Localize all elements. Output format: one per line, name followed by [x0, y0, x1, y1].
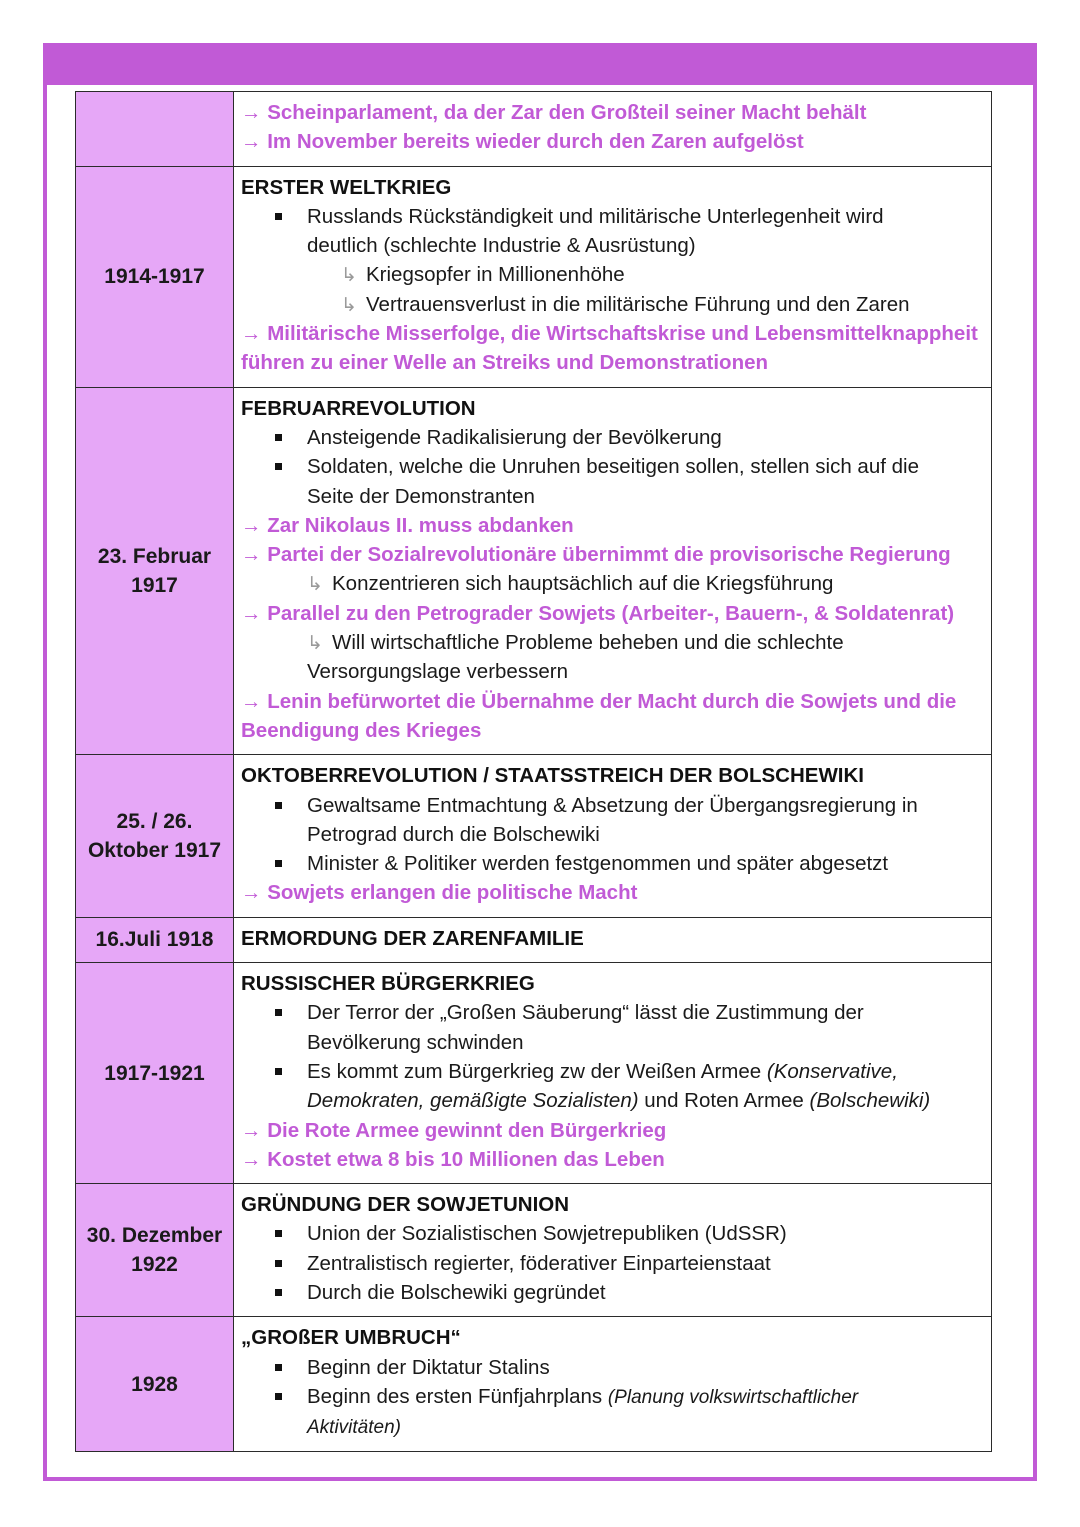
- square-bullet-icon: [275, 1009, 282, 1016]
- event-cell: [234, 166, 992, 387]
- highlight-line: [241, 878, 983, 907]
- italic-text: (Bolschewiki): [809, 1089, 931, 1113]
- sub-text: Will wirtschaftliche Probleme beheben und die schlechte: [332, 631, 844, 655]
- line-text: Bevölkerung schwinden: [307, 1030, 524, 1054]
- bullet-text: Soldaten, welche die Unruhen beseitigen sollen, stellen sich auf die: [307, 455, 919, 479]
- date-cell: [76, 755, 234, 917]
- sub-text: Konzentrieren sich hauptsächlich auf die Kriegsführung: [332, 572, 834, 596]
- bullet-item: [241, 202, 983, 231]
- date-label: 1928: [131, 1372, 178, 1396]
- date-cell: [76, 387, 234, 755]
- square-bullet-icon: [275, 802, 282, 809]
- date-cell: [76, 1184, 234, 1317]
- date-label: 1917-1921: [104, 1061, 205, 1085]
- highlight-line: [241, 716, 983, 745]
- highlight-text: → Parallel zu den Petrograder Sowjets (Arbeiter-, Bauern-, & Soldatenrat): [241, 601, 955, 625]
- bullet-text: Durch die Bolschewiki gegründet: [307, 1280, 606, 1304]
- event-cell: [234, 917, 992, 962]
- line-text: Versorgungslage verbessern: [307, 660, 568, 684]
- event-cell: [234, 92, 992, 167]
- line-text: Seite der Demonstranten: [307, 484, 535, 508]
- highlight-text: → Sowjets erlangen die politische Macht: [241, 881, 638, 905]
- continuation-line: [241, 231, 983, 260]
- bullet-item: [241, 1382, 983, 1412]
- event-heading: ERMORDUNG DER ZARENFAMILIE: [241, 926, 584, 950]
- bullet-item: [241, 1219, 983, 1248]
- event-heading: OKTOBERREVOLUTION / STAATSSTREICH DER BOLSCHEWIKI: [241, 764, 864, 788]
- date-label: 16.Juli 1918: [95, 928, 214, 952]
- event-cell: [234, 755, 992, 917]
- date-cell: [76, 92, 234, 167]
- bullet-item: [241, 791, 983, 820]
- highlight-text: → Die Rote Armee gewinnt den Bürgerkrieg: [241, 1118, 667, 1142]
- bullet-text: Der Terror der „Großen Säuberung“ lässt die Zustimmung der: [307, 1001, 864, 1025]
- highlight-line: [241, 127, 983, 156]
- bullet-text: Ansteigende Radikalisierung der Bevölkerung: [307, 425, 722, 449]
- date-line: 23. Februar: [97, 544, 212, 568]
- square-bullet-icon: [275, 213, 282, 220]
- bullet-item: [241, 1278, 983, 1307]
- event-heading: RUSSISCHER BÜRGERKRIEG: [241, 972, 535, 996]
- highlight-line: [241, 348, 983, 377]
- timeline-table: [75, 91, 992, 1452]
- sub-item: [241, 290, 983, 319]
- highlight-text: → Im November bereits wieder durch den Zaren aufgelöst: [241, 130, 804, 154]
- highlight-line: [241, 599, 983, 628]
- highlight-text: → Scheinparlament, da der Zar den Großteil seiner Macht behält: [241, 101, 867, 124]
- date-cell: [76, 917, 234, 962]
- line-text: Petrograd durch die Bolschewiki: [307, 822, 600, 846]
- highlight-line: [241, 98, 983, 127]
- highlight-line: [241, 687, 983, 716]
- event-heading: ERSTER WELTKRIEG: [241, 175, 452, 199]
- bullet-text: Gewaltsame Entmachtung & Absetzung der Übergangsregierung in: [307, 793, 918, 817]
- bullet-item: [241, 1353, 983, 1382]
- highlight-line: [241, 1145, 983, 1174]
- highlight-line: [241, 1116, 983, 1145]
- continuation-line: [241, 482, 983, 511]
- sub-item: [241, 260, 983, 289]
- highlight-text: → Zar Nikolaus II. muss abdanken: [241, 513, 574, 537]
- date-cell: [76, 166, 234, 387]
- sub-item: [241, 569, 983, 598]
- date-line: 1917: [131, 573, 178, 597]
- date-line: 25. / 26.: [116, 809, 193, 833]
- table-row: [76, 755, 992, 917]
- table-row: [76, 1184, 992, 1317]
- date-line: 30. Dezember: [86, 1224, 223, 1248]
- highlight-text: führen zu einer Welle an Streiks und Demonstrationen: [241, 351, 769, 375]
- line-text: deutlich (schlechte Industrie & Ausrüstung): [307, 234, 696, 258]
- bullet-item: [241, 452, 983, 481]
- event-heading: GRÜNDUNG DER SOWJETUNION: [241, 1193, 570, 1217]
- square-bullet-icon: [275, 1364, 282, 1371]
- highlight-line: [241, 540, 983, 569]
- highlight-text: → Kostet etwa 8 bis 10 Millionen das Leben: [241, 1147, 665, 1171]
- sub-text: Kriegsopfer in Millionenhöhe: [366, 263, 625, 287]
- highlight-line: [241, 319, 983, 348]
- event-cell: [234, 1317, 992, 1452]
- italic-note: Aktivitäten): [307, 1417, 401, 1439]
- highlight-line: [241, 511, 983, 540]
- bullet-item: [241, 998, 983, 1027]
- bullet-text: Beginn des ersten Fünfjahrplans: [307, 1384, 608, 1408]
- date-line: Oktober 1917: [87, 838, 222, 862]
- continuation-line: [241, 1412, 983, 1442]
- italic-text: (Konservative,: [766, 1059, 898, 1083]
- sub-text: Vertrauensverlust in die militärische Führung und den Zaren: [366, 292, 910, 316]
- highlight-text: → Lenin befürwortet die Übernahme der Macht durch die Sowjets und die: [241, 689, 957, 713]
- square-bullet-icon: [275, 1068, 282, 1075]
- continuation-line: [241, 1028, 983, 1057]
- sub-arrow-icon: ↳: [341, 294, 357, 316]
- highlight-text: → Partei der Sozialrevolutionäre übernimmt die provisorische Regierung: [241, 543, 951, 567]
- highlight-text: Beendigung des Krieges: [241, 718, 482, 742]
- square-bullet-icon: [275, 1260, 282, 1267]
- bullet-text: Zentralistisch regierter, föderativer Einparteienstaat: [307, 1251, 771, 1275]
- sub-arrow-icon: ↳: [307, 633, 323, 655]
- table-row: [76, 963, 992, 1184]
- highlight-text: → Militärische Misserfolge, die Wirtschaftskrise und Lebensmittelknappheit: [241, 322, 978, 346]
- table-row: [76, 92, 992, 167]
- line-text: und Roten Armee: [638, 1089, 810, 1113]
- bullet-item: [241, 1249, 983, 1278]
- date-line: 1922: [131, 1253, 178, 1277]
- italic-note: (Planung volkswirtschaftlicher: [607, 1386, 859, 1408]
- event-cell: [234, 963, 992, 1184]
- table-row: [76, 387, 992, 755]
- table-row: [76, 166, 992, 387]
- bullet-item: [241, 1057, 983, 1086]
- event-heading: „GROßER UMBRUCH“: [241, 1326, 461, 1350]
- bullet-text: Union der Sozialistischen Sowjetrepubliken (UdSSR): [307, 1222, 787, 1246]
- square-bullet-icon: [275, 1230, 282, 1237]
- event-heading: FEBRUARREVOLUTION: [241, 396, 476, 420]
- sub-item: [241, 628, 983, 657]
- date-cell: [76, 1317, 234, 1452]
- italic-text: Demokraten, gemäßigte Sozialisten): [307, 1089, 639, 1113]
- square-bullet-icon: [275, 463, 282, 470]
- bullet-text: Minister & Politiker werden festgenommen und später abgesetzt: [307, 852, 889, 876]
- bullet-item: [241, 423, 983, 452]
- event-cell: [234, 1184, 992, 1317]
- table-row: [76, 917, 992, 962]
- bullet-text: Russlands Rückständigkeit und militärische Unterlegenheit wird: [307, 204, 884, 228]
- sub-arrow-icon: ↳: [341, 265, 357, 287]
- square-bullet-icon: [275, 1393, 282, 1400]
- date-label: 1914-1917: [104, 265, 205, 289]
- bullet-text: Beginn der Diktatur Stalins: [307, 1355, 550, 1379]
- event-cell: [234, 387, 992, 755]
- bullet-text: Es kommt zum Bürgerkrieg zw der Weißen Armee: [307, 1059, 767, 1083]
- square-bullet-icon: [275, 434, 282, 441]
- continuation-line: [241, 1086, 983, 1115]
- continuation-line: [241, 820, 983, 849]
- continuation-line: [241, 657, 983, 686]
- sub-arrow-icon: ↳: [307, 574, 323, 596]
- table-row: [76, 1317, 992, 1452]
- date-cell: [76, 963, 234, 1184]
- square-bullet-icon: [275, 860, 282, 867]
- square-bullet-icon: [275, 1289, 282, 1296]
- bullet-item: [241, 849, 983, 878]
